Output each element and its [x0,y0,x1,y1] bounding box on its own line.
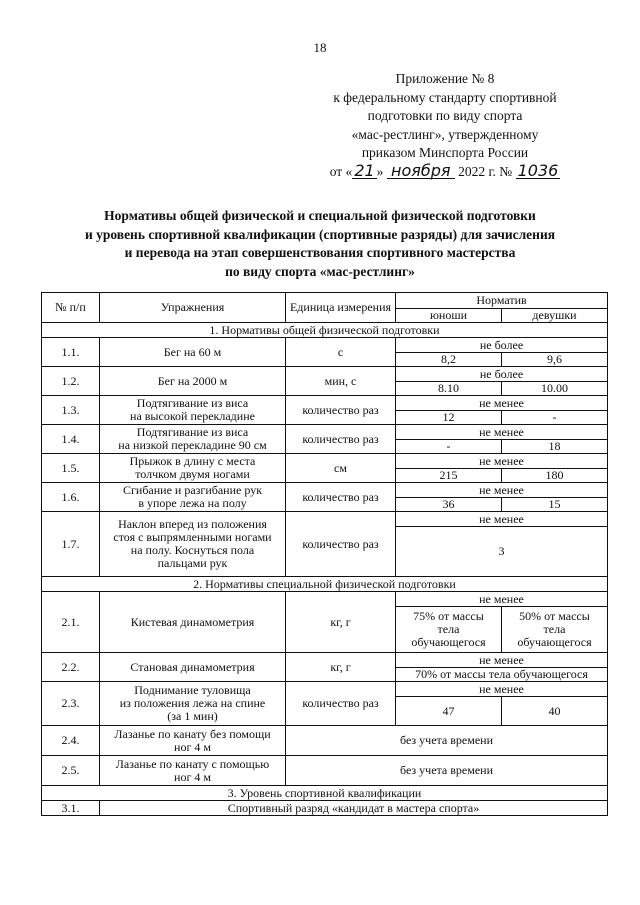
row-number: 1.5. [42,454,100,483]
exercise-cell: Наклон вперед из положения стоя с выпрямленными ногами на полу. Коснуться пола пальцами рук [100,512,286,577]
norms-table [41,292,608,816]
row-number: 2.2. [42,653,100,682]
exercise-cell: Подтягивание из виса на низкой перекладине 90 см [100,425,286,454]
row-number: 1.6. [42,483,100,512]
handwritten-day: 21 [354,160,375,180]
header-exercise: Упражнения [100,293,286,323]
exercise-cell: Становая динамометрия [100,653,286,682]
exercise-cell: Лазанье по канату с помощью ног 4 м [100,756,286,786]
norm-girls: 18 [502,440,608,454]
unit-cell: кг, г [286,592,396,653]
norm-value: 70% от массы тела обучающегося [396,668,608,682]
row-number: 1.4. [42,425,100,454]
norm-value: без учета времени [286,726,608,756]
date-year: 2022 г. № [458,163,513,179]
unit-cell: количество раз [286,396,396,425]
norm-girls: 9,6 [502,353,608,367]
date-quote: » [376,163,384,179]
row-number: 1.2. [42,367,100,396]
title-line: и перевода на этап совершенствования спортивного мастерства [124,245,516,260]
unit-cell: с [286,338,396,367]
date-prefix: от « [329,163,353,179]
qualification-cell: Спортивный разряд «кандидат в мастера спорта» [100,801,608,816]
row-number: 2.1. [42,592,100,653]
norm-caption: не менее [396,483,608,498]
unit-cell: количество раз [286,483,396,512]
section-row: 1. Нормативы общей физической подготовки [42,323,608,338]
unit-cell: кг, г [286,653,396,682]
header-number: № п/п [42,293,100,323]
norm-boys: 215 [396,469,502,483]
norm-value: без учета времени [286,756,608,786]
section-row: 2. Нормативы специальной физической подготовки [42,577,608,592]
exercise-cell: Сгибание и разгибание рук в упоре лежа на полу [100,483,286,512]
title-line: Нормативы общей физической и специальной физической подготовки [104,208,536,223]
exercise-cell: Подтягивание из виса на высокой перекладине [100,396,286,425]
norm-caption: не менее [396,592,608,607]
norm-girls: 50% от массы тела обучающегося [502,607,608,653]
exercise-cell: Поднимание туловища из положения лежа на спине (за 1 мин) [100,682,286,726]
header-norm: Норматив [396,293,608,309]
row-number: 1.1. [42,338,100,367]
appendix-line: Приложение № 8 [395,71,495,86]
header-girls: девушки [502,309,608,323]
unit-cell: количество раз [286,682,396,726]
norm-value: 3 [396,527,608,577]
title-line: по виду спорта «мас-рестлинг» [225,263,415,279]
norm-girls: 40 [502,697,608,726]
unit-cell: количество раз [286,425,396,454]
order-date-line [280,160,610,182]
norm-caption: не более [396,338,608,353]
section-row: 3. Уровень спортивной квалификации [42,786,608,801]
norm-caption: не более [396,367,608,382]
row-number: 1.3. [42,396,100,425]
exercise-cell: Лазанье по канату без помощи ног 4 м [100,726,286,756]
exercise-cell: Кистевая динамометрия [100,592,286,653]
appendix-line: подготовки по виду спорта [367,108,523,123]
header-unit: Единица измерения [286,293,396,323]
norm-caption: не менее [396,396,608,411]
exercise-cell: Бег на 2000 м [100,367,286,396]
row-number: 2.3. [42,682,100,726]
page-number: 18 [313,40,327,55]
row-number: 2.5. [42,756,100,786]
appendix-block [280,70,610,181]
norm-girls: 15 [502,498,608,512]
header-boys: юноши [396,309,502,323]
exercise-cell: Бег на 60 м [100,338,286,367]
norm-boys: 8.10 [396,382,502,396]
document-title [40,207,600,281]
norm-boys: - [396,440,502,454]
title-line: и уровень спортивной квалификации (спортивные разряды) для зачисления [84,226,556,242]
row-number: 2.4. [42,726,100,756]
unit-cell: количество раз [286,512,396,577]
handwritten-order-number: 1036 [517,160,559,180]
norm-caption: не менее [396,653,608,668]
unit-cell: см [286,454,396,483]
norm-girls: - [502,411,608,425]
appendix-line: к федеральному стандарту спортивной [333,89,557,105]
norm-boys: 12 [396,411,502,425]
norm-boys: 75% от массы тела обучающегося [396,607,502,653]
row-number: 3.1. [42,801,100,816]
norm-caption: не менее [396,425,608,440]
norm-girls: 180 [502,469,608,483]
handwritten-month: ноября [387,164,455,179]
norm-boys: 8,2 [396,353,502,367]
norm-boys: 36 [396,498,502,512]
row-number: 1.7. [42,512,100,577]
appendix-line: приказом Минспорта России [361,145,529,160]
norm-boys: 47 [396,697,502,726]
norm-girls: 10.00 [502,382,608,396]
norm-caption: не менее [396,454,608,469]
unit-cell: мин, с [286,367,396,396]
exercise-cell: Прыжок в длину с места толчком двумя ногами [100,454,286,483]
norm-caption: не менее [396,512,608,527]
norm-caption: не менее [396,682,608,697]
appendix-line: «мас-рестлинг», утвержденному [351,126,539,142]
